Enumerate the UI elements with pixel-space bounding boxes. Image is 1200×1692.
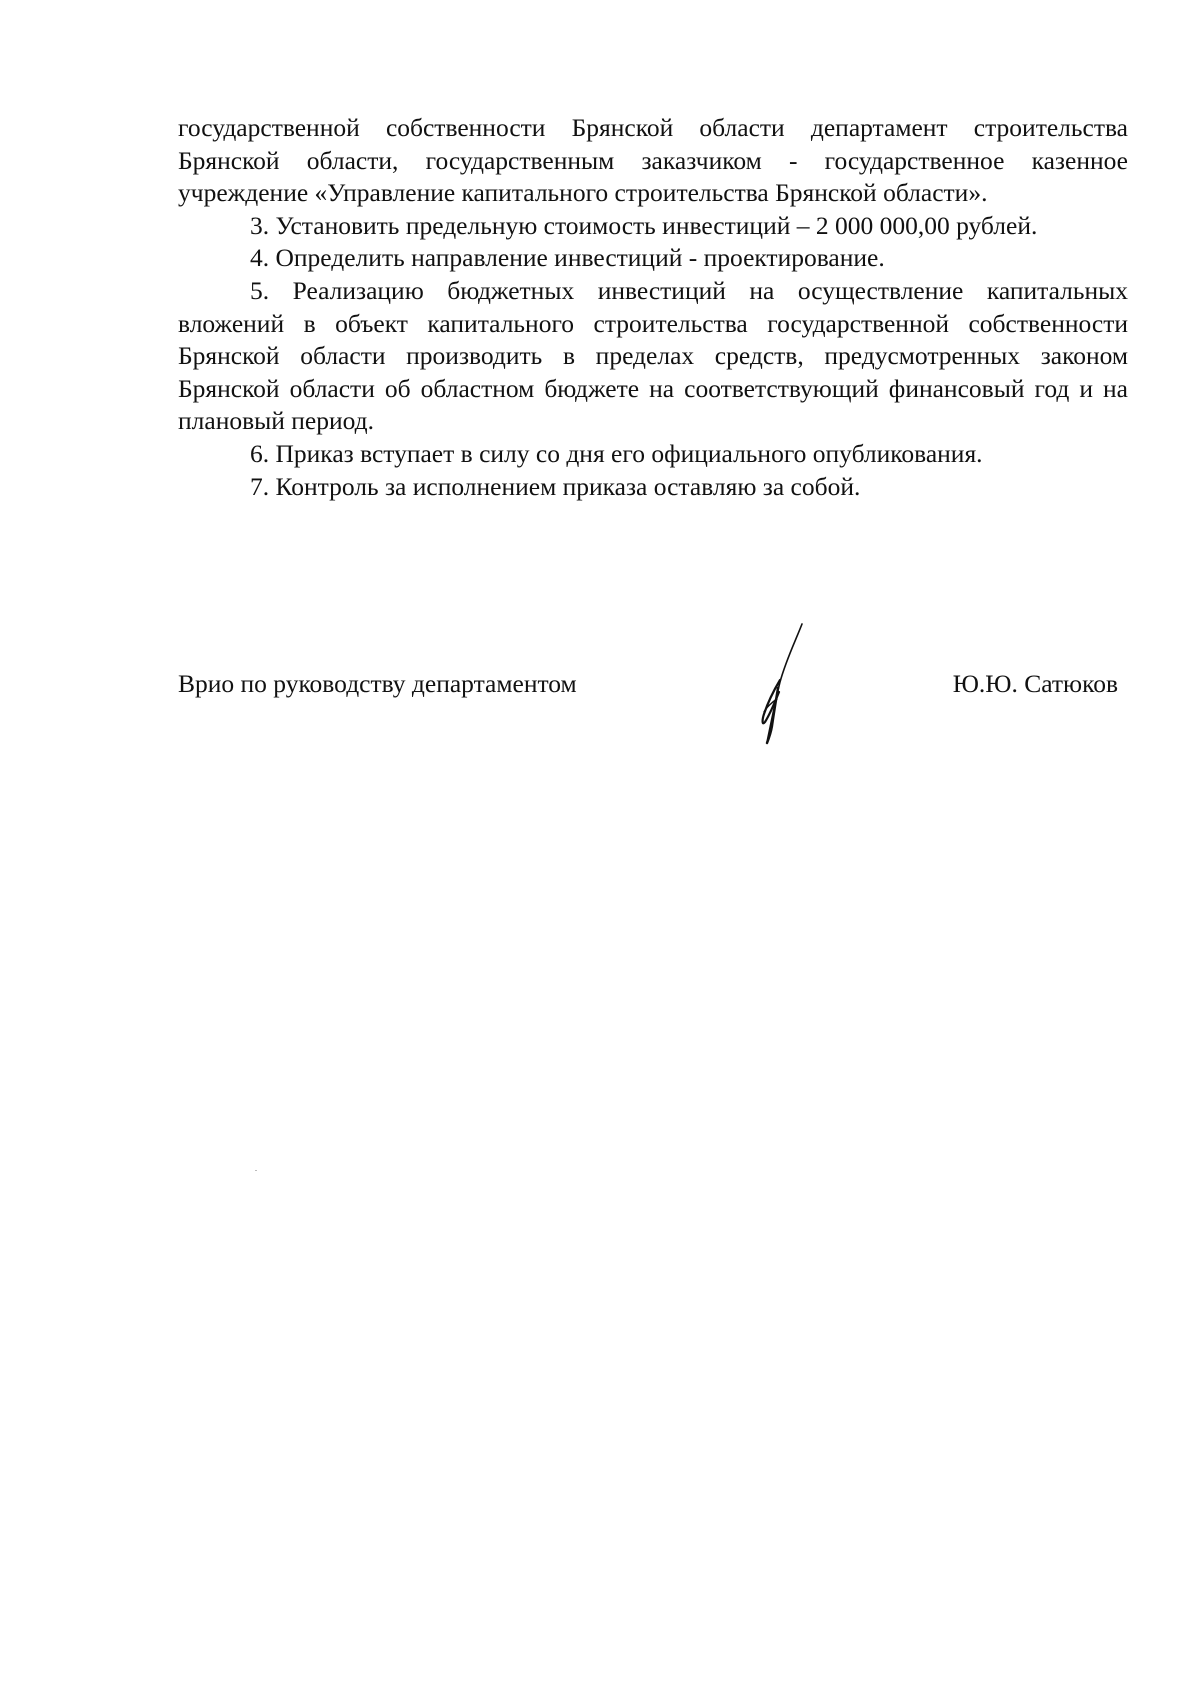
signatory-position: Врио по руководству департаментом <box>178 669 577 698</box>
paragraph-item-4: 4. Определить направление инвестиций - проектирование. <box>250 243 885 273</box>
signature-block <box>178 668 1128 708</box>
paragraph-item-3: 3. Установить предельную стоимость инвестиций – 2 000 000,00 рублей. <box>250 210 1038 240</box>
handwritten-signature <box>750 622 810 747</box>
scan-speck <box>255 1170 257 1171</box>
paragraph-item-5: 5. Реализацию бюджетных инвестиций на осуществление капитальных вложений в объект капитального строительства государственной собственности Брянской области производить в пределах средств, предусмотренных законом Брянской области об областном бюджете на соответствующий финансовый год и на плановый период. <box>178 275 1128 436</box>
paragraph-item-7: 7. Контроль за исполнением приказа оставляю за собой. <box>250 471 861 501</box>
document-body <box>178 112 1128 503</box>
paragraph-continuation: государственной собственности Брянской области департамент строительства Брянской области, государственным заказчиком - государственное казенное учреждение «Управление капитального строительства Брянской области». <box>178 113 1128 208</box>
paragraph-item-6: 6. Приказ вступает в силу со дня его официального опубликования. <box>250 438 983 468</box>
signatory-name: Ю.Ю. Сатюков <box>952 669 1118 698</box>
